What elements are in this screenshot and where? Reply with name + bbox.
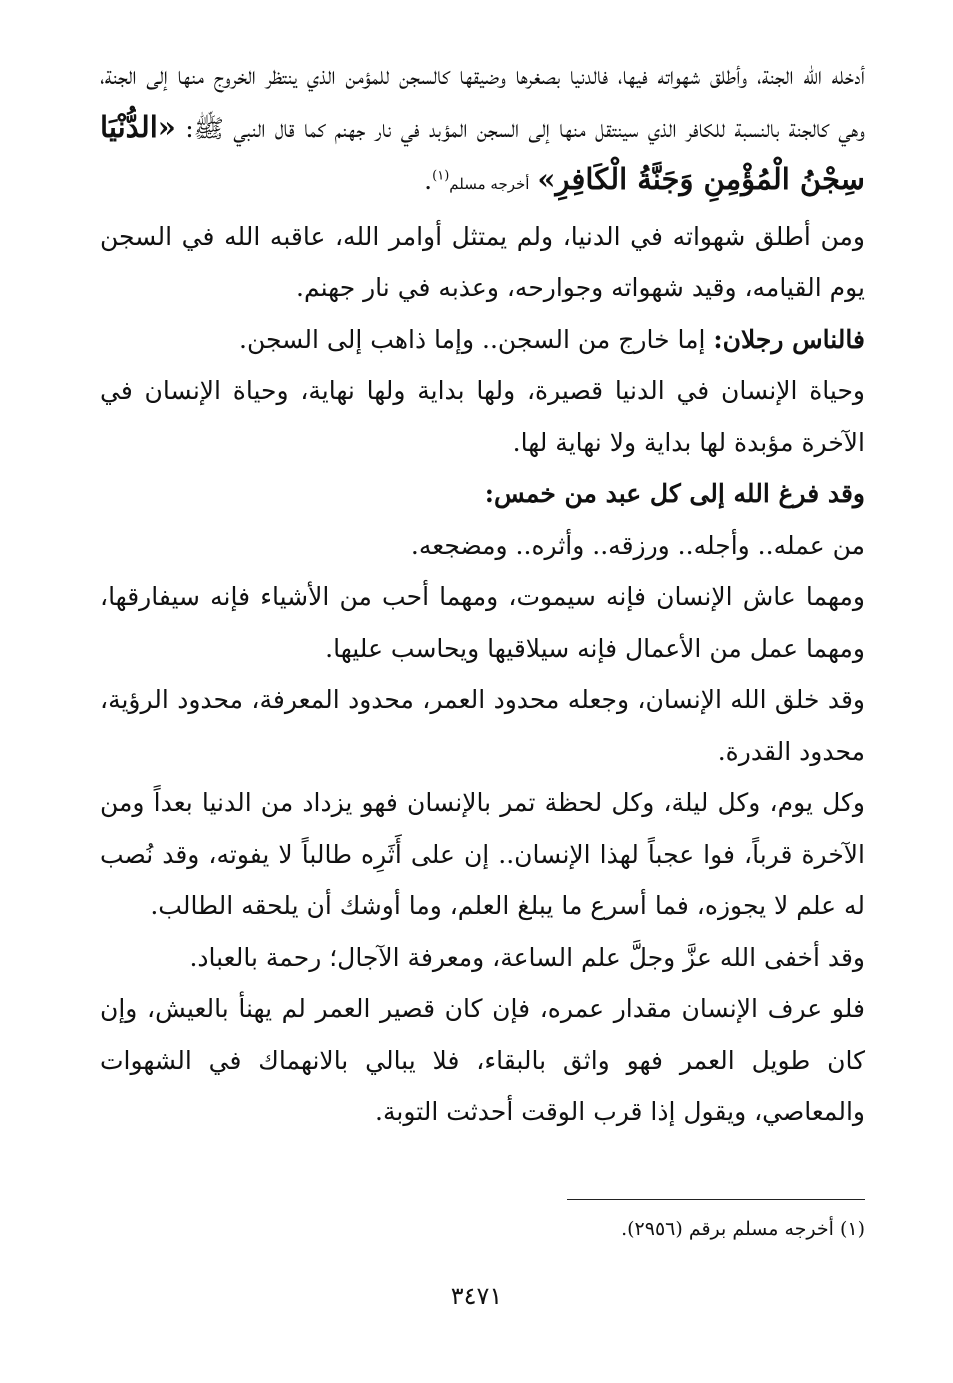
hadith-source: أخرجه مسلم [449,175,530,193]
paragraph-4: وحياة الإنسان في الدنيا قصيرة، ولها بداية ولها نهاية، وحياة الإنسان في الآخرة مؤبدة لها بداية ولا نهاية لها. [100,376,865,457]
paragraph-1-end: . [424,166,433,195]
page-number: ٣٤٧١ [450,1282,503,1310]
paragraph-7: ومهما عاش الإنسان فإنه سيموت، ومهما أحب من الأشياء فإنه سيفارقها، ومهما عمل من الأعمال فإنه سيلاقيها ويحاسب عليها. [100,582,865,663]
paragraph-3-lead: فالناس رجلان: [713,324,865,354]
paragraph-10: وقد أخفى الله عزَّ وجلَّ علم الساعة، ومعرفة الآجال؛ رحمة بالعباد. [189,942,865,972]
footnote-reference[interactable]: (١) [432,168,450,184]
footnote: (١) أخرجه مسلم برقم (٢٩٥٦). [621,1218,865,1240]
paragraph-11: فلو عرف الإنسان مقدار عمره، فإن كان قصير العمر لم يهنأ بالعيش، وإن كان طويل العمر فهو واثق بالبقاء، فلا يبالي بالانهماك في الشهوات والمعاصي، ويقول إذا قرب الوقت أحدثت التوبة. [100,994,865,1126]
footnote-divider [567,1199,865,1200]
paragraph-1-text: أدخله الله الجنة، وأطلق شهواته فيها، فالدنيا بصغرها وضيقها كالسجن للمؤمن الذي ينتظر الخروج منها إلى الجنة، وهي كالجنة بالنسبة للكافر الذي سينتقل منها إلى السجن المؤبد في نار جهنم كما قال النبي ﷺ: [100,61,865,143]
paragraph-8: وقد خلق الله الإنسان، وجعله محدود العمر، محدود المعرفة، محدود الرؤية، محدود القدرة. [100,685,865,766]
paragraph-2: ومن أطلق شهواته في الدنيا، ولم يمتثل أوامر الله، عاقبه الله في السجن يوم القيامه، وقيد شهواته وجوارحه، وعذبه في نار جهنم. [100,221,865,302]
page-body [100,50,865,1138]
hadith-quote: «الدُّنْيَا سِجْنُ الْمُؤْمِنِ وَجَنَّةُ الْكَافِرِ» [100,109,865,196]
paragraph-6: من عمله.. وأجله.. ورزقه.. وأثره.. ومضجعه. [410,530,865,560]
paragraph-3 [100,314,865,366]
paragraph-9: وكل يوم، وكل ليلة، وكل لحظة تمر بالإنسان فهو يزداد من الدنيا بعداً ومن الآخرة قرباً، فوا عجباً لهذا الإنسان.. إن على أَثَرِه طالباً لا يفوته، وقد نُصب له علم لا يجوزه، فما أسرع ما يبلغ العلم، وما أوشك أن يلحقه الطالب. [100,788,865,920]
section-heading: وقد فرغ الله إلى كل عبد من خمس: [484,479,865,508]
paragraph-3-text: إما خارج من السجن.. وإما ذاهب إلى السجن. [239,324,706,354]
paragraph-1 [100,50,865,211]
